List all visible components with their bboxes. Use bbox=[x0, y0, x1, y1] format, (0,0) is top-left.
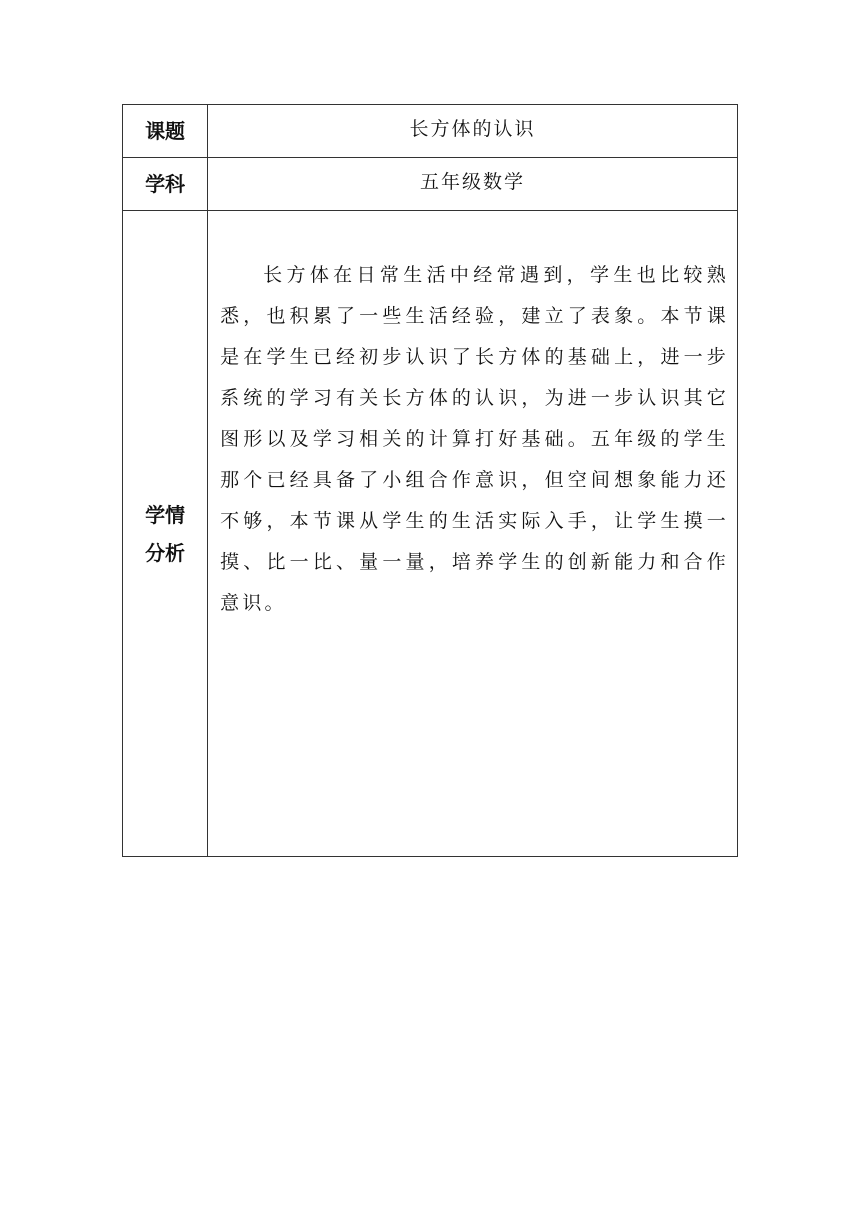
topic-label-text: 课题 bbox=[145, 119, 186, 143]
subject-label-text: 学科 bbox=[145, 172, 186, 196]
table-row-topic bbox=[123, 105, 738, 158]
analysis-label-line1: 学情 bbox=[145, 502, 186, 527]
analysis-label bbox=[123, 211, 208, 857]
table-row-analysis bbox=[123, 211, 738, 857]
subject-value bbox=[208, 158, 738, 211]
subject-label bbox=[123, 158, 208, 211]
analysis-label-line2: 分析 bbox=[145, 540, 186, 565]
analysis-paragraph: 长方体在日常生活中经常遇到，学生也比较熟悉，也积累了一些生活经验，建立了表象。本节课是在学生已经初步认识了长方体的基础上，进一步系统的学习有关长方体的认识，为进一步认识其它图形以及学习相关的计算打好基础。五年级的学生那个已经具备了小组合作意识，但空间想象能力还不够，本节课从学生的生活实际入手，让学生摸一摸、比一比、量一量，培养学生的创新能力和合作意识。 bbox=[220, 264, 729, 614]
table-row-subject bbox=[123, 158, 738, 211]
topic-value-text: 长方体的认识 bbox=[409, 117, 536, 140]
topic-label bbox=[123, 105, 208, 158]
lesson-info-table bbox=[122, 104, 738, 857]
analysis-content bbox=[208, 211, 738, 857]
topic-value bbox=[208, 105, 738, 158]
subject-value-text: 五年级数学 bbox=[420, 170, 526, 193]
